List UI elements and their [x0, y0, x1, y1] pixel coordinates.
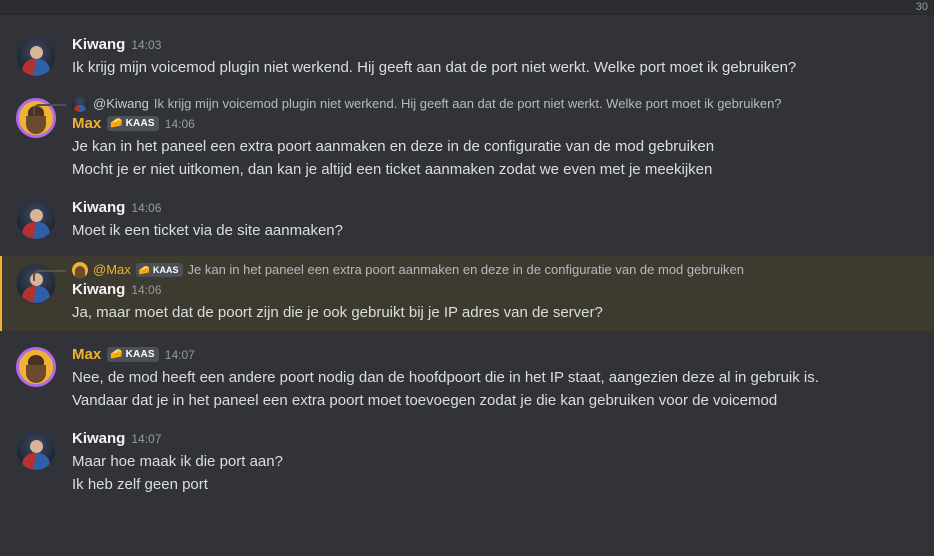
- message-body: [72, 35, 918, 80]
- message-group[interactable]: [0, 343, 934, 415]
- message-timestamp: 14:06: [164, 116, 195, 131]
- message-text: Nee, de mod heeft een andere poort nodig dan de hoofdpoort die in het IP staat, aangezien deze al in gebruik is.: [72, 368, 819, 386]
- message-group[interactable]: [0, 427, 934, 499]
- message-author[interactable]: Kiwang: [72, 281, 126, 298]
- reply-avatar: [72, 96, 88, 112]
- avatar[interactable]: [16, 431, 56, 471]
- message-author[interactable]: Kiwang: [72, 429, 126, 447]
- message-body: [72, 198, 918, 243]
- avatar[interactable]: [16, 347, 56, 387]
- message-header: [72, 198, 918, 218]
- message-header: [72, 345, 918, 365]
- cheese-icon: 🧀: [110, 348, 123, 360]
- message-author[interactable]: Kiwang: [72, 36, 126, 53]
- message-text: Ik heb zelf geen port: [72, 476, 208, 493]
- message-author[interactable]: Kiwang: [72, 198, 126, 216]
- unread-count: 30: [915, 1, 928, 13]
- reply-role-badge-label: KAAS: [152, 264, 179, 275]
- message-text: Ik krijg mijn voicemod plugin niet werkend. Hij geeft aan dat de port niet werkt. Welke port moet ik gebruiken?: [72, 59, 797, 76]
- message-header: [72, 429, 918, 449]
- message-author[interactable]: Max: [72, 114, 102, 132]
- reply-mention[interactable]: @Kiwang: [93, 95, 149, 111]
- cheese-icon: 🧀: [110, 117, 123, 129]
- message-group[interactable]: [0, 94, 934, 184]
- reply-preview-text: Je kan in het paneel een extra poort aanmaken en deze in de configuratie van de mod gebruiken: [187, 262, 744, 277]
- message-text: Ja, maar moet dat de poort zijn die je ook gebruikt bij je IP adres van de server?: [72, 304, 603, 321]
- message-header: [72, 35, 918, 55]
- cheese-icon: 🧀: [138, 264, 150, 275]
- message-group[interactable]: [0, 256, 934, 331]
- avatar[interactable]: [16, 200, 56, 240]
- message-list: [0, 15, 934, 499]
- message-header: [72, 280, 918, 300]
- message-timestamp: 14:03: [131, 38, 162, 52]
- message-body: [72, 262, 918, 325]
- avatar[interactable]: [16, 37, 56, 77]
- message-text: Maar hoe maak ik die port aan?: [72, 452, 283, 470]
- reply-spine-icon: [33, 104, 66, 115]
- reply-mention[interactable]: @Max: [93, 262, 131, 277]
- message-timestamp: 14:07: [164, 347, 195, 362]
- reply-role-badge: [136, 263, 183, 277]
- message-timestamp: 14:06: [131, 200, 162, 215]
- message-timestamp: 14:07: [131, 431, 162, 446]
- reply-reference[interactable]: [72, 262, 918, 278]
- channel-top-strip: [0, 0, 934, 15]
- reply-reference[interactable]: [72, 96, 918, 112]
- role-badge: [107, 347, 159, 362]
- message-header: [72, 114, 918, 134]
- message-text: Mocht je er niet uitkomen, dan kan je altijd een ticket aanmaken zodat we even met je meekijken: [72, 161, 713, 178]
- reply-spine-icon: [33, 270, 66, 281]
- role-badge-label: KAAS: [125, 348, 155, 360]
- role-badge-label: KAAS: [125, 117, 155, 129]
- message-group[interactable]: [0, 196, 934, 245]
- role-badge: [107, 116, 159, 131]
- message-body: [72, 345, 918, 413]
- message-text: Vandaar dat je in het paneel een extra poort moet toevoegen zodat je die kan gebruiken voor de voicemod: [72, 392, 778, 409]
- message-body: [72, 96, 918, 182]
- message-text: Je kan in het paneel een extra poort aanmaken en deze in de configuratie van de mod gebruiken: [72, 137, 715, 155]
- message-text: Moet ik een ticket via de site aanmaken?: [72, 221, 343, 239]
- message-author[interactable]: Max: [72, 345, 102, 363]
- message-group[interactable]: [0, 33, 934, 82]
- reply-preview-text: Ik krijg mijn voicemod plugin niet werkend. Hij geeft aan dat de port niet werkt. Welke port moet ik gebruiken?: [153, 95, 782, 111]
- reply-avatar: [72, 262, 88, 278]
- message-body: [72, 429, 918, 497]
- message-timestamp: 14:06: [131, 283, 162, 297]
